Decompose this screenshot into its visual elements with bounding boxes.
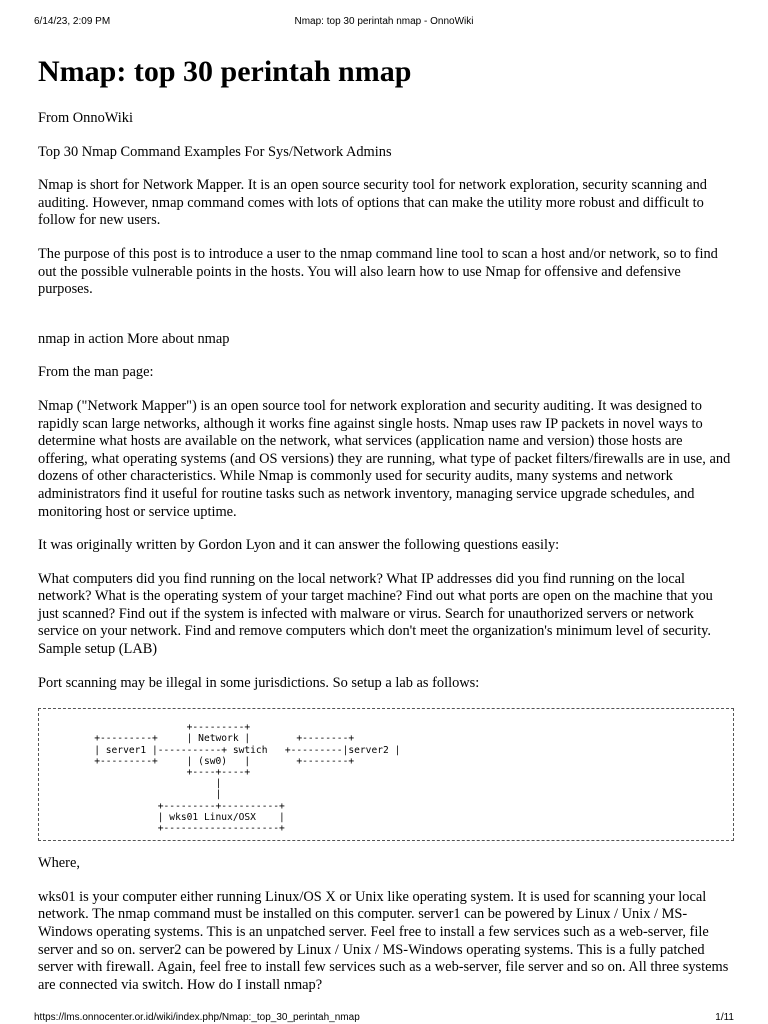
- where-line: Where,: [38, 855, 80, 872]
- print-url: https://lms.onnocenter.or.id/wiki/index.php/Nmap:_top_30_perintah_nmap: [34, 1012, 360, 1023]
- subtitle-paragraph: Top 30 Nmap Command Examples For Sys/Network Admins: [38, 143, 392, 160]
- author-paragraph: It was originally written by Gordon Lyon and it can answer the following questions easily:: [38, 537, 560, 554]
- man-page-paragraph: Nmap ("Network Mapper") is an open source tool for network exploration and security auditing. It was designed to rapidly scan large networks, although it works fine against single hosts. Nmap uses raw IP packets in novel ways to determine what hosts are available on the network, what services (application name and version) those hosts are offering, what operating systems (and OS versions) they are running, what type of packet filters/firewalls are in use, and dozens of other characteristics. While Nmap is commonly used for security audits, many systems and network administrators find it useful for routine tasks such as network inventory, managing service upgrade schedules, and monitoring host or service uptime.: [38, 397, 731, 520]
- page-indicator: 1/11: [715, 1012, 734, 1023]
- lab-description-paragraph: wks01 is your computer either running Linux/OS X or Unix like operating system. It is used for scanning your local network. The nmap command must be installed on this computer. server1 can be powered by Linux / Unix / MS-Windows operating systems. This is an unpatched server. Feel free to install a few services such as a web-server, file server and so on. server2 can be powered by Linux / Unix / MS-Windows operating systems. This is a fully patched server with firewall. Again, feel free to install few services such as a web-server, file server and so on. All three systems are connected via switch. How do I install nmap?: [38, 888, 729, 993]
- print-datetime: 6/14/23, 2:09 PM: [34, 16, 111, 27]
- page-title: Nmap: top 30 perintah nmap: [38, 55, 412, 88]
- print-header: [34, 16, 730, 30]
- intro-paragraph: Nmap is short for Network Mapper. It is an open source security tool for network exploration, security scanning and auditing. However, nmap command comes with lots of options that can make the utility more robust and difficult to follow for new users.: [38, 177, 707, 229]
- lab-setup-paragraph: Port scanning may be illegal in some jurisdictions. So setup a lab as follows:: [38, 674, 480, 691]
- nmap-in-action-line: nmap in action More about nmap: [38, 330, 230, 347]
- questions-paragraph: What computers did you find running on the local network? What IP addresses did you find running on the local network? What is the operating system of your target machine? Find out what ports are open on the machine that you just scanned? Find out if the system is infected with malware or virus. Search for unauthorized servers or network service on your network. Find and remove computers which don't meet the organization's minimum level of security. Sample setup (LAB): [38, 570, 713, 658]
- purpose-paragraph: The purpose of this post is to introduce a user to the nmap command line tool to scan a host and/or network, so to find out the possible vulnerable points in the hosts. You will also learn how to use Nmap for offensive and defensive purposes.: [38, 245, 718, 298]
- network-diagram: +---------+ +---------+ | Network | +--------+ | server1 |-----------+ swtich +---------|server2 | +---------+ | (sw0) | +--------+ +----+----+ | | +---------+----------+ | wks01 Linux/OSX | +--------------------+: [38, 708, 734, 841]
- print-page-title: Nmap: top 30 perintah nmap - OnnoWiki: [294, 16, 474, 27]
- article-content: [38, 50, 734, 1010]
- from-source-line: From OnnoWiki: [38, 110, 133, 126]
- man-page-line: From the man page:: [38, 364, 154, 381]
